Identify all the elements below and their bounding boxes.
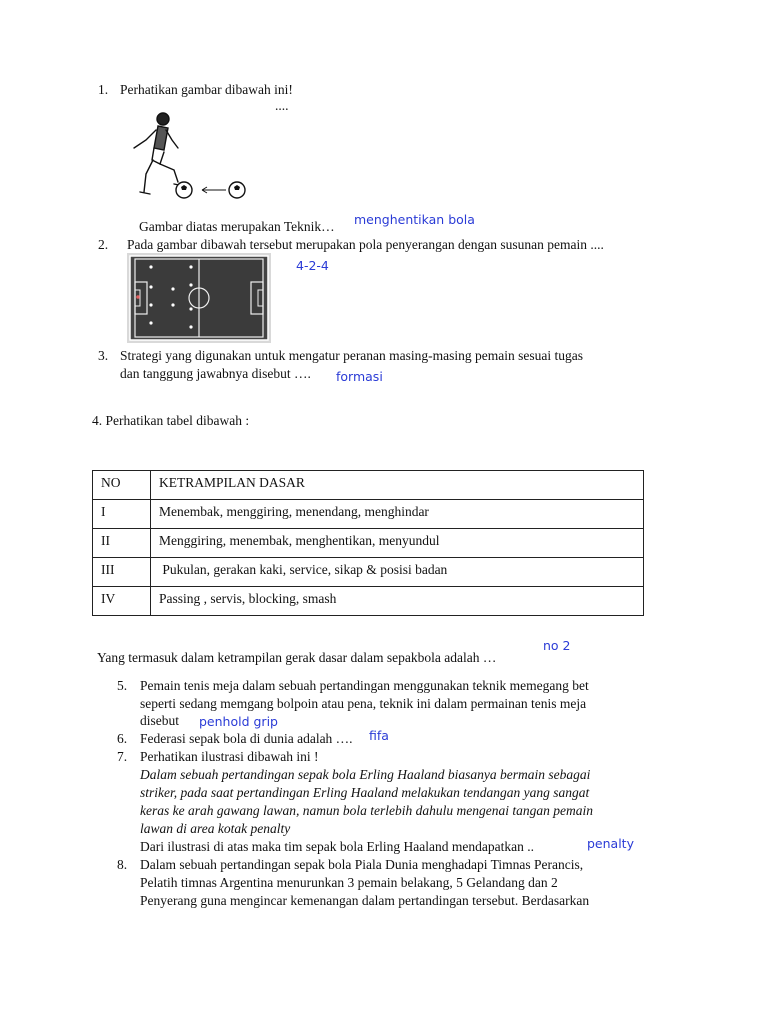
row-no: I <box>93 500 151 529</box>
q3-line2: dan tanggung jawabnya disebut …. <box>120 366 311 381</box>
q7-italic-line-2: striker, pada saat pertandingan Erling Haaland melakukan tendangan yang sangat <box>140 785 590 800</box>
q2-answer: 4-2-4 <box>296 258 329 273</box>
q8-line3: Penyerang guna mengincar kemenangan dalam pertandingan tersebut. Berdasarkan <box>140 893 590 908</box>
q1-answer: menghentikan bola <box>354 212 475 227</box>
q7-italic-line-4: lawan di area kotak penalty <box>140 821 291 836</box>
q1-text: Perhatikan gambar dibawah ini! <box>120 82 293 97</box>
header-skill: KETRAMPILAN DASAR <box>151 471 644 500</box>
q7-italic-line-1: Dalam sebuah pertandingan sepak bola Erling Haaland biasanya bermain sebagai <box>140 767 591 782</box>
row-no: III <box>93 558 151 587</box>
q5-answer: penhold grip <box>199 714 278 729</box>
q4-answer: no 2 <box>543 638 571 653</box>
row-skill: Passing , servis, blocking, smash <box>151 587 644 616</box>
q6-answer: fifa <box>369 728 389 743</box>
row-skill: Menggiring, menembak, menghentikan, menyundul <box>151 529 644 558</box>
q2-number: 2. <box>98 237 109 252</box>
q3-number: 3. <box>98 348 109 363</box>
player-trapping-ball-illustration <box>126 110 250 204</box>
q5-line1: Pemain tenis meja dalam sebuah pertandingan menggunakan teknik memegang bet <box>140 678 589 693</box>
table-row <box>93 529 644 558</box>
row-no: II <box>93 529 151 558</box>
row-skill: Pukulan, gerakan kaki, service, sikap & posisi badan <box>151 558 644 587</box>
q2-text: Pada gambar dibawah tersebut merupakan pola penyerangan dengan susunan pemain .... <box>127 237 604 252</box>
q1-number: 1. <box>98 82 109 97</box>
table-row <box>93 587 644 616</box>
q3-line1: Strategi yang digunakan untuk mengatur peranan masing-masing pemain sesuai tugas <box>120 348 584 363</box>
q7-italic-line-3: keras ke arah gawang lawan, namun bola terlebih dahulu mengenai tangan pemain <box>140 803 593 818</box>
table-row <box>93 500 644 529</box>
table-row <box>93 558 644 587</box>
q4-intro: 4. Perhatikan tabel dibawah : <box>92 413 250 428</box>
header-no: NO <box>93 471 151 500</box>
q6-text: Federasi sepak bola di dunia adalah …. <box>140 731 353 746</box>
football-field-formation-diagram <box>127 253 271 343</box>
q7-answer: penalty <box>587 836 634 851</box>
row-no: IV <box>93 587 151 616</box>
table-header-row <box>93 471 644 500</box>
q8-line2: Pelatih timnas Argentina menurunkan 3 pemain belakang, 5 Gelandang dan 2 <box>140 875 558 890</box>
q5-number: 5. <box>117 678 128 693</box>
q4-question: Yang termasuk dalam ketrampilan gerak dasar dalam sepakbola adalah … <box>97 650 497 665</box>
ball-icon <box>176 182 192 198</box>
q6-number: 6. <box>117 731 128 746</box>
q7-text: Perhatikan ilustrasi dibawah ini ! <box>140 749 319 764</box>
q8-number: 8. <box>117 857 128 872</box>
q7-after: Dari ilustrasi di atas maka tim sepak bola Erling Haaland mendapatkan .. <box>140 839 535 854</box>
ball-icon <box>229 182 245 198</box>
q8-line1: Dalam sebuah pertandingan sepak bola Piala Dunia menghadapi Timnas Perancis, <box>140 857 584 872</box>
basic-skills-table <box>92 470 644 616</box>
q3-answer: formasi <box>336 369 383 384</box>
q5-line3: disebut <box>140 713 179 728</box>
q1-caption: Gambar diatas merupakan Teknik… <box>139 219 335 234</box>
q7-number: 7. <box>117 749 128 764</box>
q1-dots: .... <box>275 98 289 113</box>
q5-line2: seperti sedang memgang bolpoin atau pena, teknik ini dalam permainan tenis meja <box>140 696 587 711</box>
row-skill: Menembak, menggiring, menendang, menghindar <box>151 500 644 529</box>
